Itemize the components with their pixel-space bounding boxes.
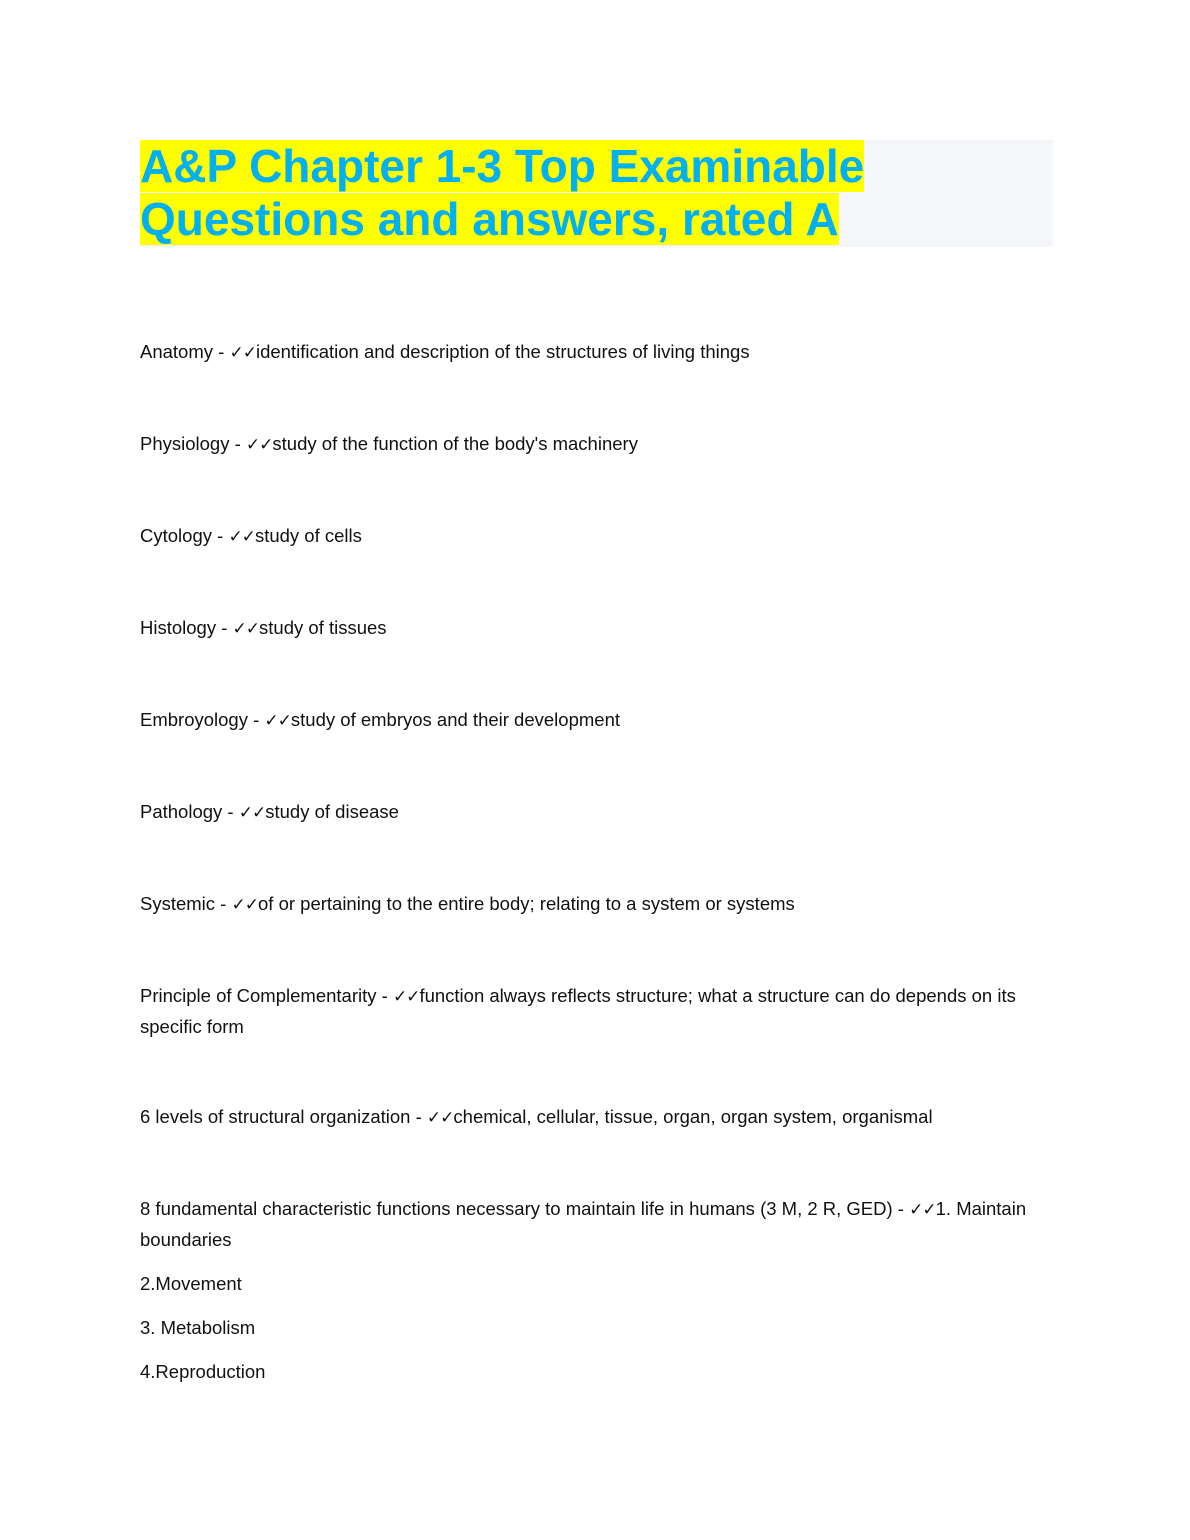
entry-separator: - [410, 1106, 427, 1127]
check-icon: ✓✓ [231, 895, 258, 915]
entry-term: Pathology [140, 801, 223, 822]
entry-definition: 1. Maintain boundaries [140, 1198, 1027, 1250]
qa-entry-anatomy [140, 337, 1050, 368]
list-item-movement: 2.Movement [140, 1273, 242, 1294]
entry-term: Cytology [140, 525, 212, 546]
check-icon: ✓✓ [245, 435, 273, 455]
qa-entry-structural-levels [140, 1102, 1050, 1133]
qa-entry-life-functions [140, 1194, 1050, 1254]
entry-term: Physiology [140, 433, 230, 454]
check-icon: ✓✓ [909, 1200, 936, 1220]
entry-definition: chemical, cellular, tissue, organ, organ system, organismal [453, 1106, 933, 1127]
title-line-1: A&P Chapter 1-3 Top Examinable [140, 140, 865, 192]
entry-definition: study of tissues [259, 617, 387, 638]
entry-separator: - [247, 709, 265, 730]
check-icon: ✓✓ [232, 619, 260, 639]
entry-definition: study of cells [254, 525, 362, 546]
qa-entry-complementarity [140, 981, 1050, 1041]
qa-entry-pathology [140, 797, 1050, 828]
entry-separator: - [229, 433, 246, 454]
qa-entries [140, 337, 1050, 1386]
entry-definition: function always reflects structure; what a structure can do depends on its specific form [140, 985, 1016, 1037]
title-block [140, 140, 1053, 247]
entry-term: Systemic [140, 893, 216, 914]
entry-term: Histology [140, 617, 217, 638]
check-icon: ✓✓ [264, 711, 291, 731]
entry-term: Principle of Complementarity [140, 985, 377, 1006]
list-item-metabolism: 3. Metabolism [140, 1317, 256, 1338]
entry-definition: of or pertaining to the entire body; relating to a system or systems [258, 893, 795, 914]
entry-term: 6 levels of structural organization [140, 1106, 411, 1127]
entry-separator: - [215, 893, 232, 914]
qa-entry-systemic [140, 889, 1050, 920]
entry-separator: - [216, 617, 233, 638]
entry-definition: study of embryos and their development [290, 709, 620, 730]
check-icon: ✓✓ [238, 803, 266, 823]
entry-separator: - [892, 1198, 910, 1219]
list-item-reproduction: 4.Reproduction [140, 1361, 266, 1382]
entry-term: Embroyology [140, 709, 248, 730]
entry-separator: - [222, 801, 239, 822]
qa-entry-physiology [140, 429, 1050, 460]
entry-definition: study of the function of the body's machinery [272, 433, 638, 454]
check-icon: ✓✓ [392, 987, 420, 1007]
check-icon: ✓✓ [426, 1108, 454, 1128]
qa-entry-cytology [140, 521, 1050, 552]
qa-entry-histology [140, 613, 1050, 644]
check-icon: ✓✓ [229, 343, 256, 363]
check-icon: ✓✓ [228, 527, 255, 547]
qa-entry-embryology [140, 705, 1050, 736]
title-line-2: Questions and answers, rated A [140, 193, 839, 245]
entry-term: 8 fundamental characteristic functions necessary to maintain life in humans (3 M, 2 R, GED) [140, 1198, 893, 1219]
entry-separator: - [376, 985, 393, 1006]
entry-separator: - [211, 525, 229, 546]
entry-definition: study of disease [265, 801, 399, 822]
entry-term: Anatomy [140, 341, 214, 362]
document-title [140, 140, 1053, 246]
entry-definition: identification and description of the structures of living things [255, 341, 750, 362]
entry-separator: - [213, 341, 230, 362]
